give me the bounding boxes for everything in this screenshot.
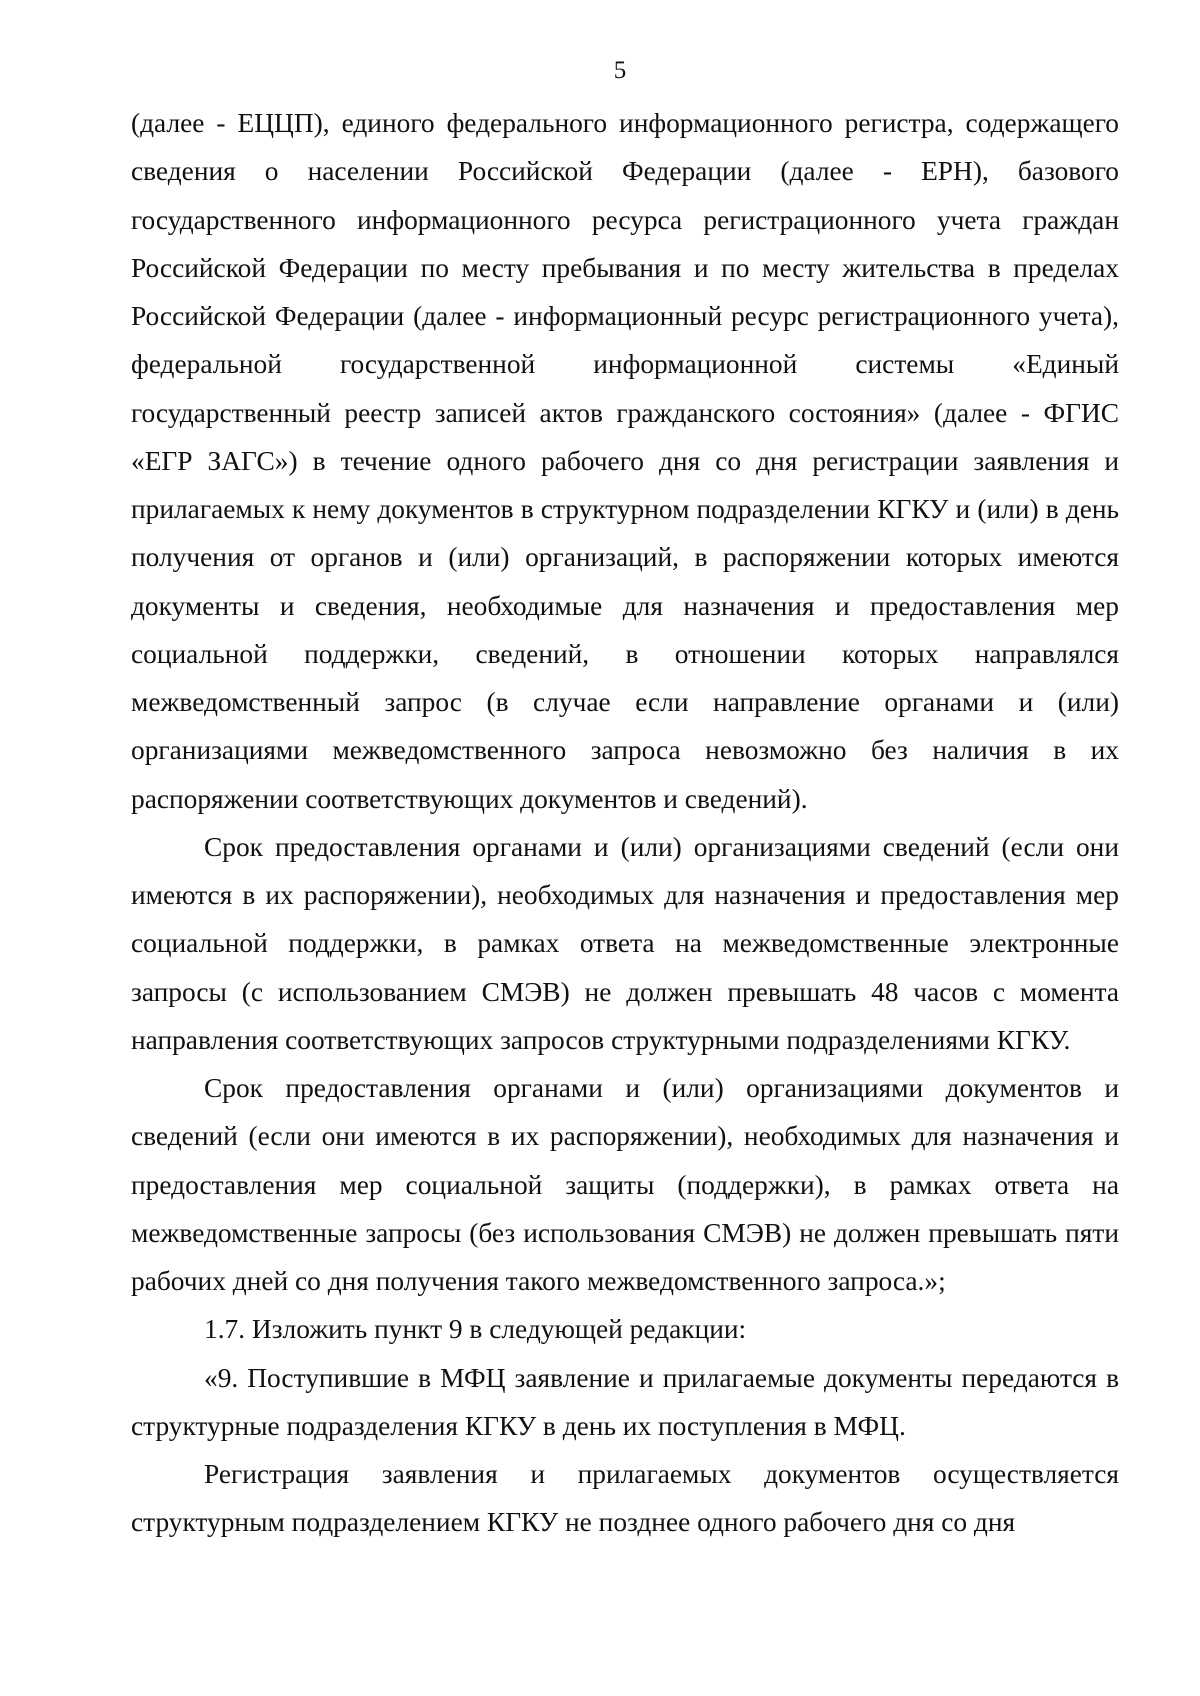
paragraph-continued: (далее - ЕЦЦП), единого федерального информационного регистра, содержащего сведения о населении Российской Федерации (далее - ЕРН), базового государственного информационного ресурса регистрационного учета граждан Российской Федерации по месту пребывания и по месту жительства в пределах Российской Федерации (далее - информационный ресурс регистрационного учета), федеральной государственной информационной системы «Единый государственный реестр записей актов гражданского состояния» (далее - ФГИС «ЕГР ЗАГС») в течение одного рабочего дня со дня регистрации заявления и прилагаемых к нему документов в структурном подразделении КГКУ и (или) в день получения от органов и (или) организаций, в распоряжении которых имеются документы и сведения, необходимые для назначения и предоставления мер социальной поддержки, сведений, в отношении которых направлялся межведомственный запрос (в случае если направление органами и (или) организациями межведомственного запроса невозможно без наличия в их распоряжении соответствующих документов и сведений).: [131, 108, 1119, 814]
page-number: 5: [613, 57, 627, 84]
paragraph-srok-svedeniy: Срок предоставления органами и (или) организациями сведений (если они имеются в их распоряжении), необходимых для назначения и предоставления мер социальной поддержки, в рамках ответа на межведомственные электронные запросы (с использованием СМЭВ) не должен превышать 48 часов с момента направления соответствующих запросов структурными подразделениями КГКУ.: [131, 831, 1119, 1055]
document-body: [131, 99, 1119, 1547]
paragraph-item-9: «9. Поступившие в МФЦ заявление и прилагаемые документы передаются в структурные подразделения КГКУ в день их поступления в МФЦ.: [131, 1362, 1119, 1441]
paragraph-srok-dokumentov: Срок предоставления органами и (или) организациями документов и сведений (если они имеются в их распоряжении), необходимых для назначения и предоставления мер социальной защиты (поддержки), в рамках ответа на межведомственные запросы (без использования СМЭВ) не должен превышать пяти рабочих дней со дня получения такого межведомственного запроса.»;: [131, 1073, 1119, 1296]
paragraph-item-1-7: 1.7. Изложить пункт 9 в следующей редакции:: [204, 1314, 747, 1345]
paragraph-registratsiya: Регистрация заявления и прилагаемых документов осуществляется структурным подразделением КГКУ не позднее одного рабочего дня со дня: [131, 1459, 1119, 1538]
